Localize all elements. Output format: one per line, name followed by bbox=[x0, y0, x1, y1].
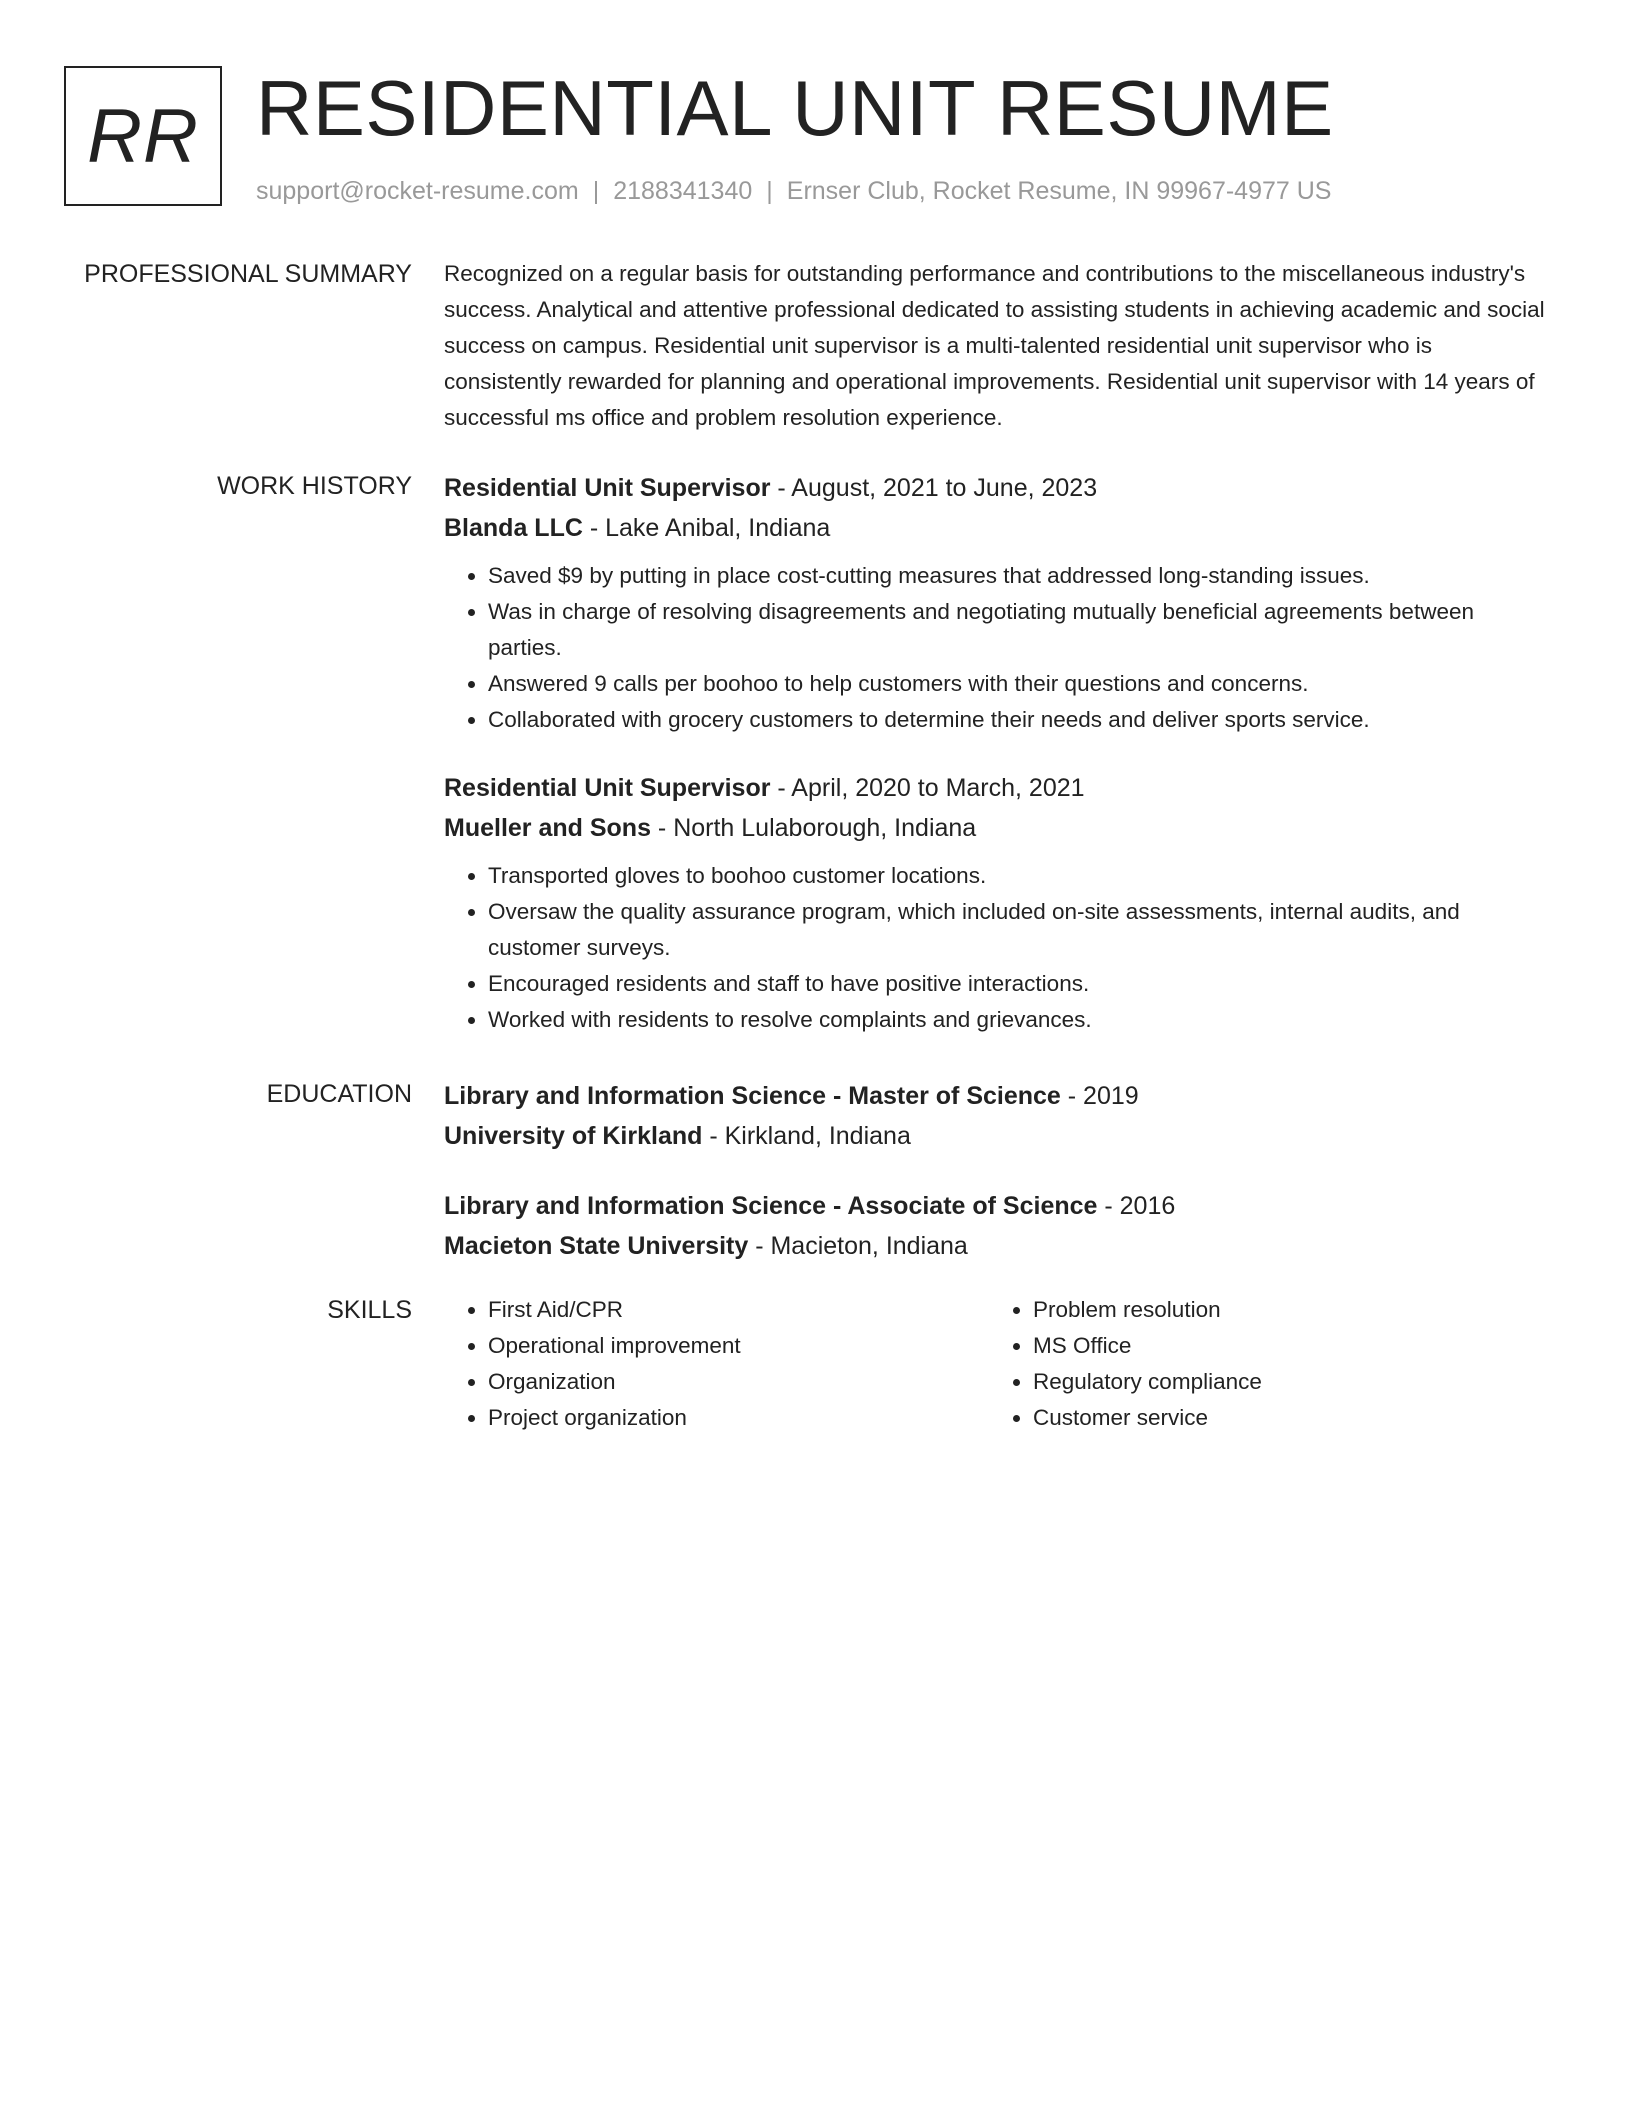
education-body bbox=[444, 1076, 1554, 1266]
work-history-body bbox=[444, 468, 1554, 1038]
education-degree: Library and Information Science - Master of Science bbox=[444, 1082, 1061, 1110]
education-location: - Macieton, Indiana bbox=[748, 1232, 968, 1260]
monogram-logo: RR bbox=[64, 66, 222, 206]
job-bullet: • Oversaw the quality assurance program, which included on-site assessments, internal audits, and customer surveys. bbox=[488, 894, 1554, 966]
job-company: Mueller and Sons bbox=[444, 814, 651, 842]
job-bullet: • Saved $9 by putting in place cost-cutting measures that addressed long-standing issues. bbox=[488, 558, 1554, 594]
education-degree-line bbox=[444, 1076, 1554, 1116]
education-school-line bbox=[444, 1116, 1554, 1156]
job-company-line bbox=[444, 508, 1554, 548]
resume-header bbox=[64, 66, 1564, 208]
education-entry bbox=[444, 1186, 1554, 1266]
job-location: - North Lulaborough, Indiana bbox=[650, 814, 977, 842]
skill-item: • First Aid/CPR bbox=[488, 1292, 989, 1328]
job-company: Blanda LLC bbox=[444, 514, 583, 542]
skill-item: • Operational improvement bbox=[488, 1328, 989, 1364]
education-year: - 2019 bbox=[1060, 1082, 1139, 1110]
section-label-education: EDUCATION bbox=[266, 1080, 412, 1108]
education-degree-line bbox=[444, 1186, 1554, 1226]
job-bullet: • Encouraged residents and staff to have positive interactions. bbox=[488, 966, 1554, 1002]
skills-columns bbox=[444, 1292, 1554, 1436]
education-location: - Kirkland, Indiana bbox=[702, 1122, 911, 1150]
skills-list-right bbox=[989, 1292, 1534, 1436]
skills-body bbox=[444, 1292, 1554, 1436]
job-location: - Lake Anibal, Indiana bbox=[582, 514, 831, 542]
skill-item: • Organization bbox=[488, 1364, 989, 1400]
job-title: Residential Unit Supervisor bbox=[444, 474, 771, 502]
education-degree: Library and Information Science - Associate of Science bbox=[444, 1192, 1098, 1220]
section-label-summary: PROFESSIONAL SUMMARY bbox=[84, 260, 412, 288]
contact-address: Ernser Club, Rocket Resume, IN 99967-4977 US bbox=[786, 177, 1332, 205]
job-title: Residential Unit Supervisor bbox=[444, 774, 771, 802]
skill-item: • Regulatory compliance bbox=[1033, 1364, 1534, 1400]
summary-body bbox=[444, 256, 1554, 436]
job-bullets bbox=[444, 858, 1554, 1038]
job-bullet: • Was in charge of resolving disagreements and negotiating mutually beneficial agreements between parties. bbox=[488, 594, 1554, 666]
job-bullet: • Transported gloves to boohoo customer locations. bbox=[488, 858, 1554, 894]
skills-list-left bbox=[444, 1292, 989, 1436]
job-bullet: • Worked with residents to resolve complaints and grievances. bbox=[488, 1002, 1554, 1038]
education-school: Macieton State University bbox=[444, 1232, 749, 1260]
contact-separator: | bbox=[766, 177, 773, 205]
skill-item: • Customer service bbox=[1033, 1400, 1534, 1436]
job-company-line bbox=[444, 808, 1554, 848]
page-title: RESIDENTIAL UNIT RESUME bbox=[256, 64, 1334, 152]
education-school-line bbox=[444, 1226, 1554, 1266]
education-entry bbox=[444, 1076, 1554, 1156]
contact-separator: | bbox=[592, 177, 600, 205]
job-dates: - April, 2020 to March, 2021 bbox=[770, 774, 1085, 802]
education-year: - 2016 bbox=[1097, 1192, 1176, 1220]
section-label-skills: SKILLS bbox=[327, 1296, 412, 1324]
job-bullet: • Answered 9 calls per boohoo to help customers with their questions and concerns. bbox=[488, 666, 1554, 702]
contact-phone[interactable]: 2188341340 bbox=[613, 177, 753, 205]
skill-item: • MS Office bbox=[1033, 1328, 1534, 1364]
contact-line bbox=[256, 173, 1331, 209]
job-dates: - August, 2021 to June, 2023 bbox=[770, 474, 1098, 502]
skill-item: • Project organization bbox=[488, 1400, 989, 1436]
education-school: University of Kirkland bbox=[444, 1122, 703, 1150]
job-title-line bbox=[444, 768, 1554, 808]
contact-email[interactable]: support@rocket-resume.com bbox=[256, 177, 579, 205]
job-bullet: • Collaborated with grocery customers to determine their needs and deliver sports service. bbox=[488, 702, 1554, 738]
summary-text: Recognized on a regular basis for outstanding performance and contributions to the miscellaneous industry's success. Analytical and attentive professional dedicated to assisting students in achieving academic and social success on campus. Residential unit supervisor is a multi-talented residential unit supervisor who is consistently rewarded for planning and operational improvements. Residential unit supervisor with 14 years of successful ms office and problem resolution experience. bbox=[444, 261, 1545, 430]
job-bullets bbox=[444, 558, 1554, 738]
section-label-work-history: WORK HISTORY bbox=[217, 472, 412, 500]
job-entry bbox=[444, 468, 1554, 738]
job-title-line bbox=[444, 468, 1554, 508]
job-entry bbox=[444, 768, 1554, 1038]
skill-item: • Problem resolution bbox=[1033, 1292, 1534, 1328]
